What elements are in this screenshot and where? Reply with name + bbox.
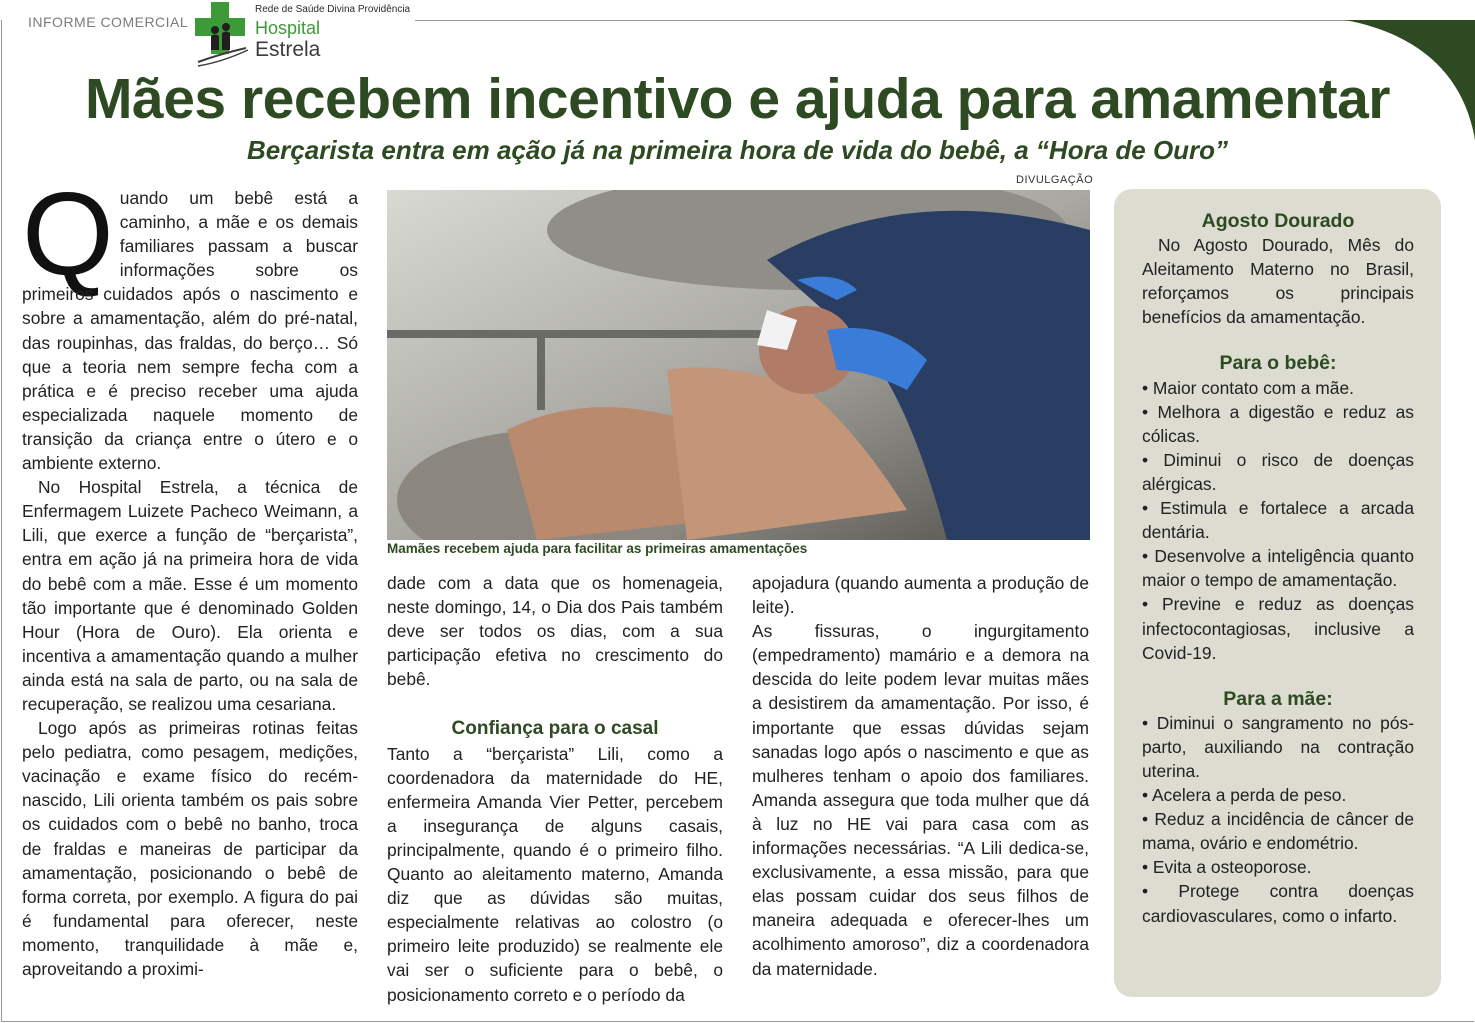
- informe-comercial-label: INFORME COMERCIAL: [28, 14, 189, 30]
- paragraph: Tanto a “berçarista” Lili, como a coordenadora da maternidade do HE, enfermeira Amanda Vier Petter, percebem a insegurança de alguns casais, principalmente, quando é o primeiro filho. Quanto ao aleitamento materno, Amanda diz que as dúvidas são muitas, especialmente relativas ao colostro (o primeiro leite produzido) se realmente ele vai ser o suficiente para o bebê, o posicionamento correto e o período da: [387, 743, 723, 1005]
- headline: Mães recebem incentivo e ajuda para amamentar: [85, 67, 1390, 131]
- paragraph: No Hospital Estrela, a técnica de Enfermagem Luizete Pacheco Weimann, a Lili, que exerce a função de “berçarista”, entra em ação já na primeira hora de vida do bebê com a mãe. Esse é um momento tão importante que é denominado Golden Hour (Hora de Ouro). Ela orienta e incentiva a amamentação quando a mulher ainda está na sala de parto, ou na sala de recuperação, se realizou uma cesariana.: [22, 477, 358, 714]
- list-item: • Diminui o risco de doenças alérgicas.: [1142, 449, 1414, 494]
- hospital-cross-icon: [193, 0, 253, 70]
- photo-caption: Mamães recebem ajuda para facilitar as primeiras amamentações: [387, 541, 808, 556]
- list-item: • Evita a osteoporose.: [1142, 857, 1312, 878]
- list-item: • Melhora a digestão e reduz as cólicas.: [1142, 401, 1414, 446]
- list-item: • Diminui o sangramento no pós-parto, auxiliando na contração uterina.: [1142, 712, 1414, 781]
- list-item: • Estimula e fortalece a arcada dentária.: [1142, 498, 1414, 543]
- paragraph: Logo após as primeiras rotinas feitas pelo pediatra, como pesagem, medições, vacinação e exame físico do recém-nascido, Lili orienta também os pais sobre os cuidados com o bebê no banho, troca de fraldas e maneiras de participar da amamentação, posicionando o bebê de forma correta, por exemplo. A figura do pai é fundamental para oferecer, neste momento, tranquilidade à mãe e, aproveitando a proximi-: [22, 718, 358, 979]
- top-rule: [415, 20, 1475, 21]
- logo-estrela-word: Estrela: [255, 38, 321, 61]
- sidebar-intro: No Agosto Dourado, Mês do Aleitamento Materno no Brasil, reforçamos os principais benefícios da amamentação.: [1142, 235, 1414, 328]
- list-item: • Reduz a incidência de câncer de mama, ovário e endométrio.: [1142, 809, 1414, 854]
- article-photo: [387, 190, 1090, 540]
- paragraph: As fissuras, o ingurgitamento (empedramento) mamário e a demora na descida do leite podem levar muitas mães a desistirem da amamentação. Por isso, é importante que essas dúvidas sejam sanadas logo após o nascimento e que as mulheres tenham o apoio dos familiares. Amanda assegura que toda mulher que dá à luz no HE vai para casa com as informações necessárias. “A Lili dedica-se, exclusivamente, a essa missão, para que elas possam cuidar dos seus filhos de maneira adequada e oferecer-lhes um acolhimento amoroso”, diz a coordenadora da maternidade.: [752, 621, 1089, 979]
- article-column-2: [387, 571, 723, 1007]
- photo-credit: DIVULGAÇÃO: [1016, 174, 1094, 186]
- paragraph: apojadura (quando aumenta a produção de leite).: [752, 573, 1089, 618]
- logo-network: Rede de Saúde Divina Providência: [255, 4, 411, 15]
- sidebar-title: Agosto Dourado: [1201, 210, 1355, 232]
- hospital-logo: [193, 0, 413, 72]
- dropcap: Q: [22, 168, 114, 300]
- list-item: • Protege contra doenças cardiovasculares, como o infarto.: [1142, 881, 1414, 926]
- paragraph: dade com a data que os homenageia, neste domingo, 14, o Dia dos Pais também deve ser todos os dias, com a sua participação efetiva no crescimento do bebê.: [387, 573, 723, 690]
- article-column-1: [22, 168, 358, 981]
- article-column-3: [752, 571, 1089, 981]
- list-item: • Previne e reduz as doenças infectocontagiosas, inclusive a Covid-19.: [1142, 594, 1414, 663]
- agosto-dourado-sidebar: [1114, 189, 1441, 997]
- section-heading: Confiança para o casal: [451, 718, 659, 740]
- list-item: • Acelera a perda de peso.: [1142, 785, 1347, 806]
- breastfeeding-photo-illustration: [387, 190, 1090, 540]
- sidebar-mother-title: Para a mãe:: [1223, 687, 1333, 710]
- paragraph: uando um bebê está a caminho, a mãe e os demais familiares passam a buscar informações sobre os primeiros cuidados após o nascimento e sobre a amamentação, além do pré-natal, das roupinhas, das fraldas, do berço… Só que a teoria nem sempre fecha com a prática e é preciso receber uma ajuda especializada naquele momento de transição da criança entre o útero e o ambiente externo.: [22, 188, 358, 474]
- list-item: • Desenvolve a inteligência quanto maior o tempo de amamentação.: [1142, 546, 1414, 591]
- logo-hospital-word: Hospital: [255, 18, 321, 38]
- sidebar-baby-title: Para o bebê:: [1219, 352, 1337, 375]
- list-item: • Maior contato com a mãe.: [1142, 377, 1354, 398]
- subheadline: Berçarista entra em ação já na primeira hora de vida do bebê, a “Hora de Ouro”: [246, 135, 1229, 165]
